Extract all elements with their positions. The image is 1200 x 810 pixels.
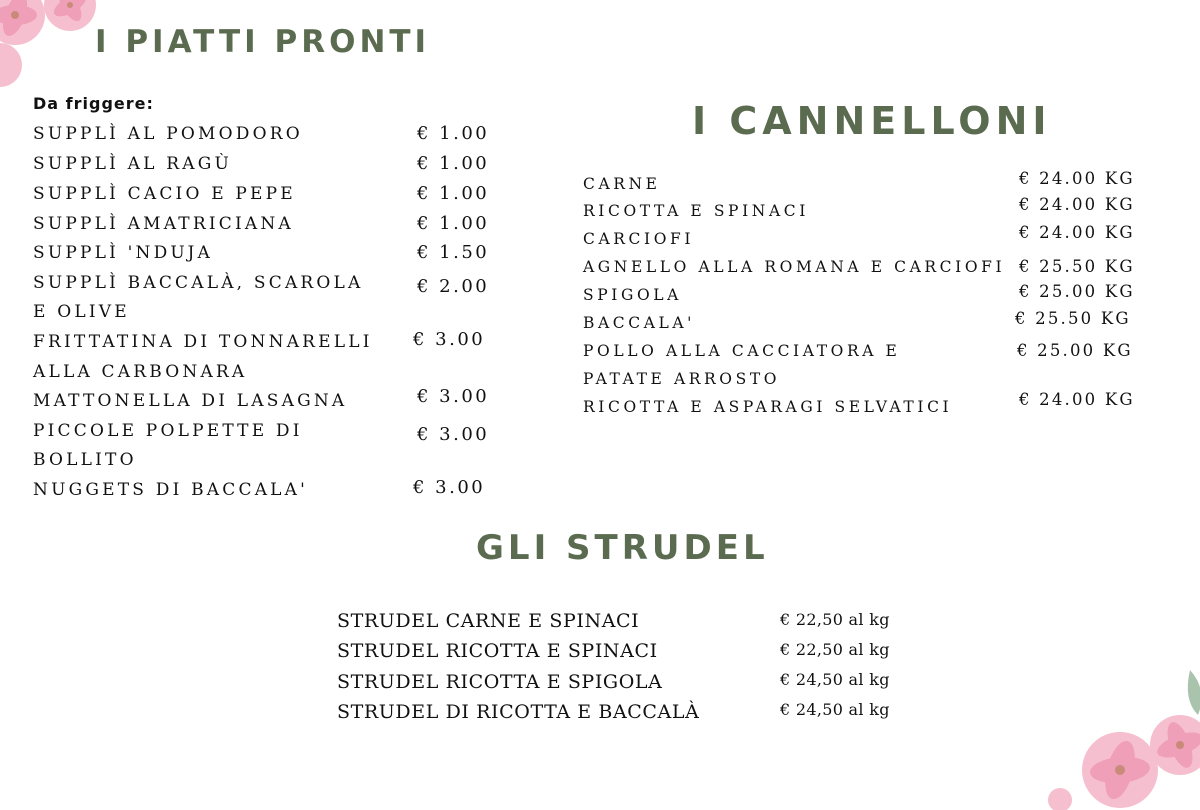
cherry-blossom-decoration-bottom-right	[1040, 660, 1200, 810]
menu-item	[337, 606, 917, 636]
section-title-piatti-pronti: I PIATTI PRONTI	[95, 24, 431, 60]
menu-item-name: PATATE ARROSTO	[583, 370, 781, 388]
menu-item	[337, 667, 917, 697]
menu-item-price: € 22,50 al kg	[780, 640, 890, 659]
menu-item-name: AGNELLO ALLA ROMANA E CARCIOFI	[583, 258, 1006, 276]
menu-item-price: € 24,50 al kg	[780, 670, 890, 689]
menu-item-price: € 1.00	[417, 123, 490, 144]
menu-item-name: SPIGOLA	[583, 286, 682, 304]
menu-item-name: STRUDEL RICOTTA E SPIGOLA	[337, 671, 663, 693]
menu-item	[33, 149, 503, 179]
menu-item	[337, 697, 917, 727]
menu-item-price: € 1.00	[417, 213, 490, 234]
menu-item-name: NUGGETS DI BACCALA'	[33, 480, 309, 500]
menu-item-name: SUPPLÌ AL POMODORO	[33, 124, 303, 144]
menu-item-price: € 1.00	[417, 153, 490, 174]
menu-item	[583, 253, 1163, 281]
menu-item	[33, 119, 503, 149]
menu-item	[583, 225, 1163, 253]
menu-item-price: € 3.00	[417, 386, 490, 407]
section-title-strudel: GLI STRUDEL	[476, 528, 769, 568]
menu-item	[33, 297, 503, 327]
menu-item	[33, 238, 503, 268]
subtitle-da-friggere: Da friggere:	[33, 94, 154, 113]
menu-item-price: € 25.00 KG	[1017, 341, 1133, 360]
menu-item-price: € 25.50 KG	[1015, 309, 1131, 328]
menu-item	[33, 386, 503, 416]
menu-item-name: SUPPLÌ 'NDUJA	[33, 243, 213, 263]
menu-item	[33, 445, 503, 475]
menu-item-price: € 3.00	[413, 329, 486, 350]
menu-item-name: BOLLITO	[33, 450, 137, 470]
menu-item	[33, 475, 503, 505]
menu-item-name: STRUDEL CARNE E SPINACI	[337, 610, 640, 632]
menu-item-name: POLLO ALLA CACCIATORA E	[583, 342, 901, 360]
menu-item-price: € 1.00	[417, 183, 490, 204]
menu-item-name: ALLA CARBONARA	[33, 362, 248, 382]
menu-item-name: SUPPLÌ AL RAGÙ	[33, 154, 233, 174]
menu-item-name: STRUDEL RICOTTA E SPINACI	[337, 640, 658, 662]
menu-item	[33, 268, 503, 298]
menu-item-price: € 2.00	[417, 276, 490, 297]
menu-item	[337, 636, 917, 666]
menu-item-name: FRITTATINA DI TONNARELLI	[33, 332, 373, 352]
menu-item	[33, 179, 503, 209]
menu-item-name: RICOTTA E SPINACI	[583, 202, 809, 220]
menu-item-price: € 24.00 KG	[1019, 390, 1135, 409]
menu-item-name: PICCOLE POLPETTE DI	[33, 421, 303, 441]
menu-item	[583, 337, 1163, 365]
menu-item	[33, 416, 503, 446]
menu-item-price: € 25.00 KG	[1019, 282, 1135, 301]
menu-item-price: € 24.00 KG	[1019, 223, 1135, 242]
menu-item-name: STRUDEL DI RICOTTA E BACCALÀ	[337, 701, 700, 723]
menu-item-price: € 24,50 al kg	[780, 700, 890, 719]
menu-item-price: € 1.50	[417, 242, 490, 263]
menu-item	[33, 327, 503, 357]
menu-item-name: E OLIVE	[33, 302, 130, 322]
menu-item-price: € 24.00 KG	[1019, 195, 1135, 214]
menu-item-name: RICOTTA E ASPARAGI SELVATICI	[583, 398, 953, 416]
menu-item	[33, 209, 503, 239]
menu-item-name: BACCALA'	[583, 314, 696, 332]
menu-item-name: CARCIOFI	[583, 230, 695, 248]
section-title-cannelloni: I CANNELLONI	[692, 99, 1052, 143]
menu-item-price: € 22,50 al kg	[780, 610, 890, 629]
menu-item-name: SUPPLÌ AMATRICIANA	[33, 214, 294, 234]
menu-item	[583, 390, 1163, 421]
menu-item-name: CARNE	[583, 175, 661, 193]
menu-item-name: SUPPLÌ CACIO E PEPE	[33, 184, 296, 204]
menu-item-price: € 3.00	[413, 477, 486, 498]
menu-item-name: SUPPLÌ BACCALÀ, SCAROLA	[33, 273, 364, 293]
menu-item-price: € 25.50 KG	[1019, 257, 1135, 276]
menu-item-price: € 3.00	[417, 424, 490, 445]
menu-item-price: € 24.00 KG	[1019, 169, 1135, 188]
menu-item-name: MATTONELLA DI LASAGNA	[33, 391, 348, 411]
menu-item	[583, 309, 1163, 337]
